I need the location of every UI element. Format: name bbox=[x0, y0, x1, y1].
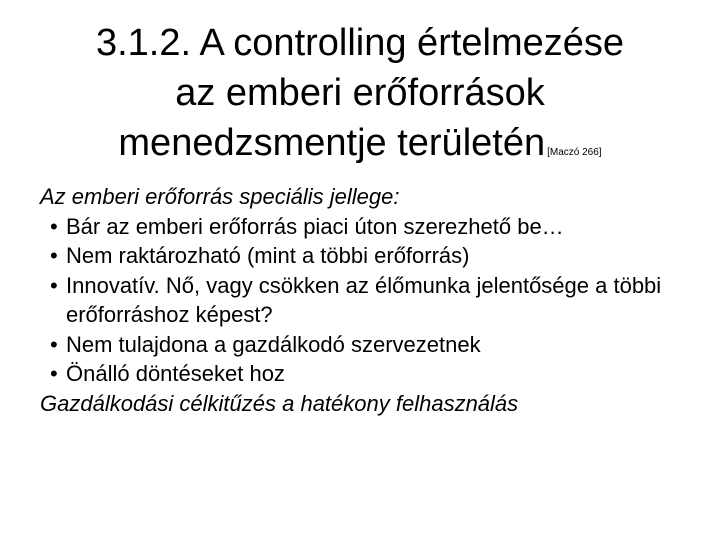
list-item bbox=[40, 359, 700, 389]
bullet-icon: • bbox=[50, 213, 58, 239]
bullet-icon: • bbox=[50, 331, 58, 357]
bullet-list bbox=[40, 212, 700, 389]
title-line-2: az emberi erőforrások bbox=[175, 72, 545, 114]
title-line-3-text: menedzsmentje területén bbox=[118, 122, 546, 164]
slide-title bbox=[30, 18, 690, 168]
slide-body bbox=[40, 182, 700, 418]
list-item bbox=[40, 271, 700, 330]
bullet-icon: • bbox=[50, 243, 58, 268]
list-item-text: Innovatív. Nő, vagy csökken az élőmunka jelentősége a többi erőforráshoz képest? bbox=[66, 272, 662, 327]
closing-text: Gazdálkodási célkitűzés a hatékony felhasználás bbox=[40, 390, 519, 416]
list-item bbox=[40, 241, 700, 271]
bullet-icon: • bbox=[50, 272, 58, 298]
list-item-text: Bár az emberi erőforrás piaci úton szerezhető be… bbox=[66, 213, 564, 239]
intro-text: Az emberi erőforrás speciális jellege: bbox=[40, 184, 400, 209]
list-item bbox=[40, 212, 700, 242]
list-item-text: Nem tulajdona a gazdálkodó szervezetnek bbox=[66, 331, 481, 357]
list-item bbox=[40, 330, 700, 360]
citation: [Maczó 266] bbox=[547, 147, 602, 158]
title-line-1: 3.1.2. A controlling értelmezése bbox=[95, 22, 625, 64]
bullet-icon: • bbox=[50, 361, 58, 386]
list-item-text: Nem raktározható (mint a többi erőforrás) bbox=[66, 243, 470, 268]
title-line-3 bbox=[30, 118, 690, 168]
list-item-text: Önálló döntéseket hoz bbox=[66, 361, 285, 386]
